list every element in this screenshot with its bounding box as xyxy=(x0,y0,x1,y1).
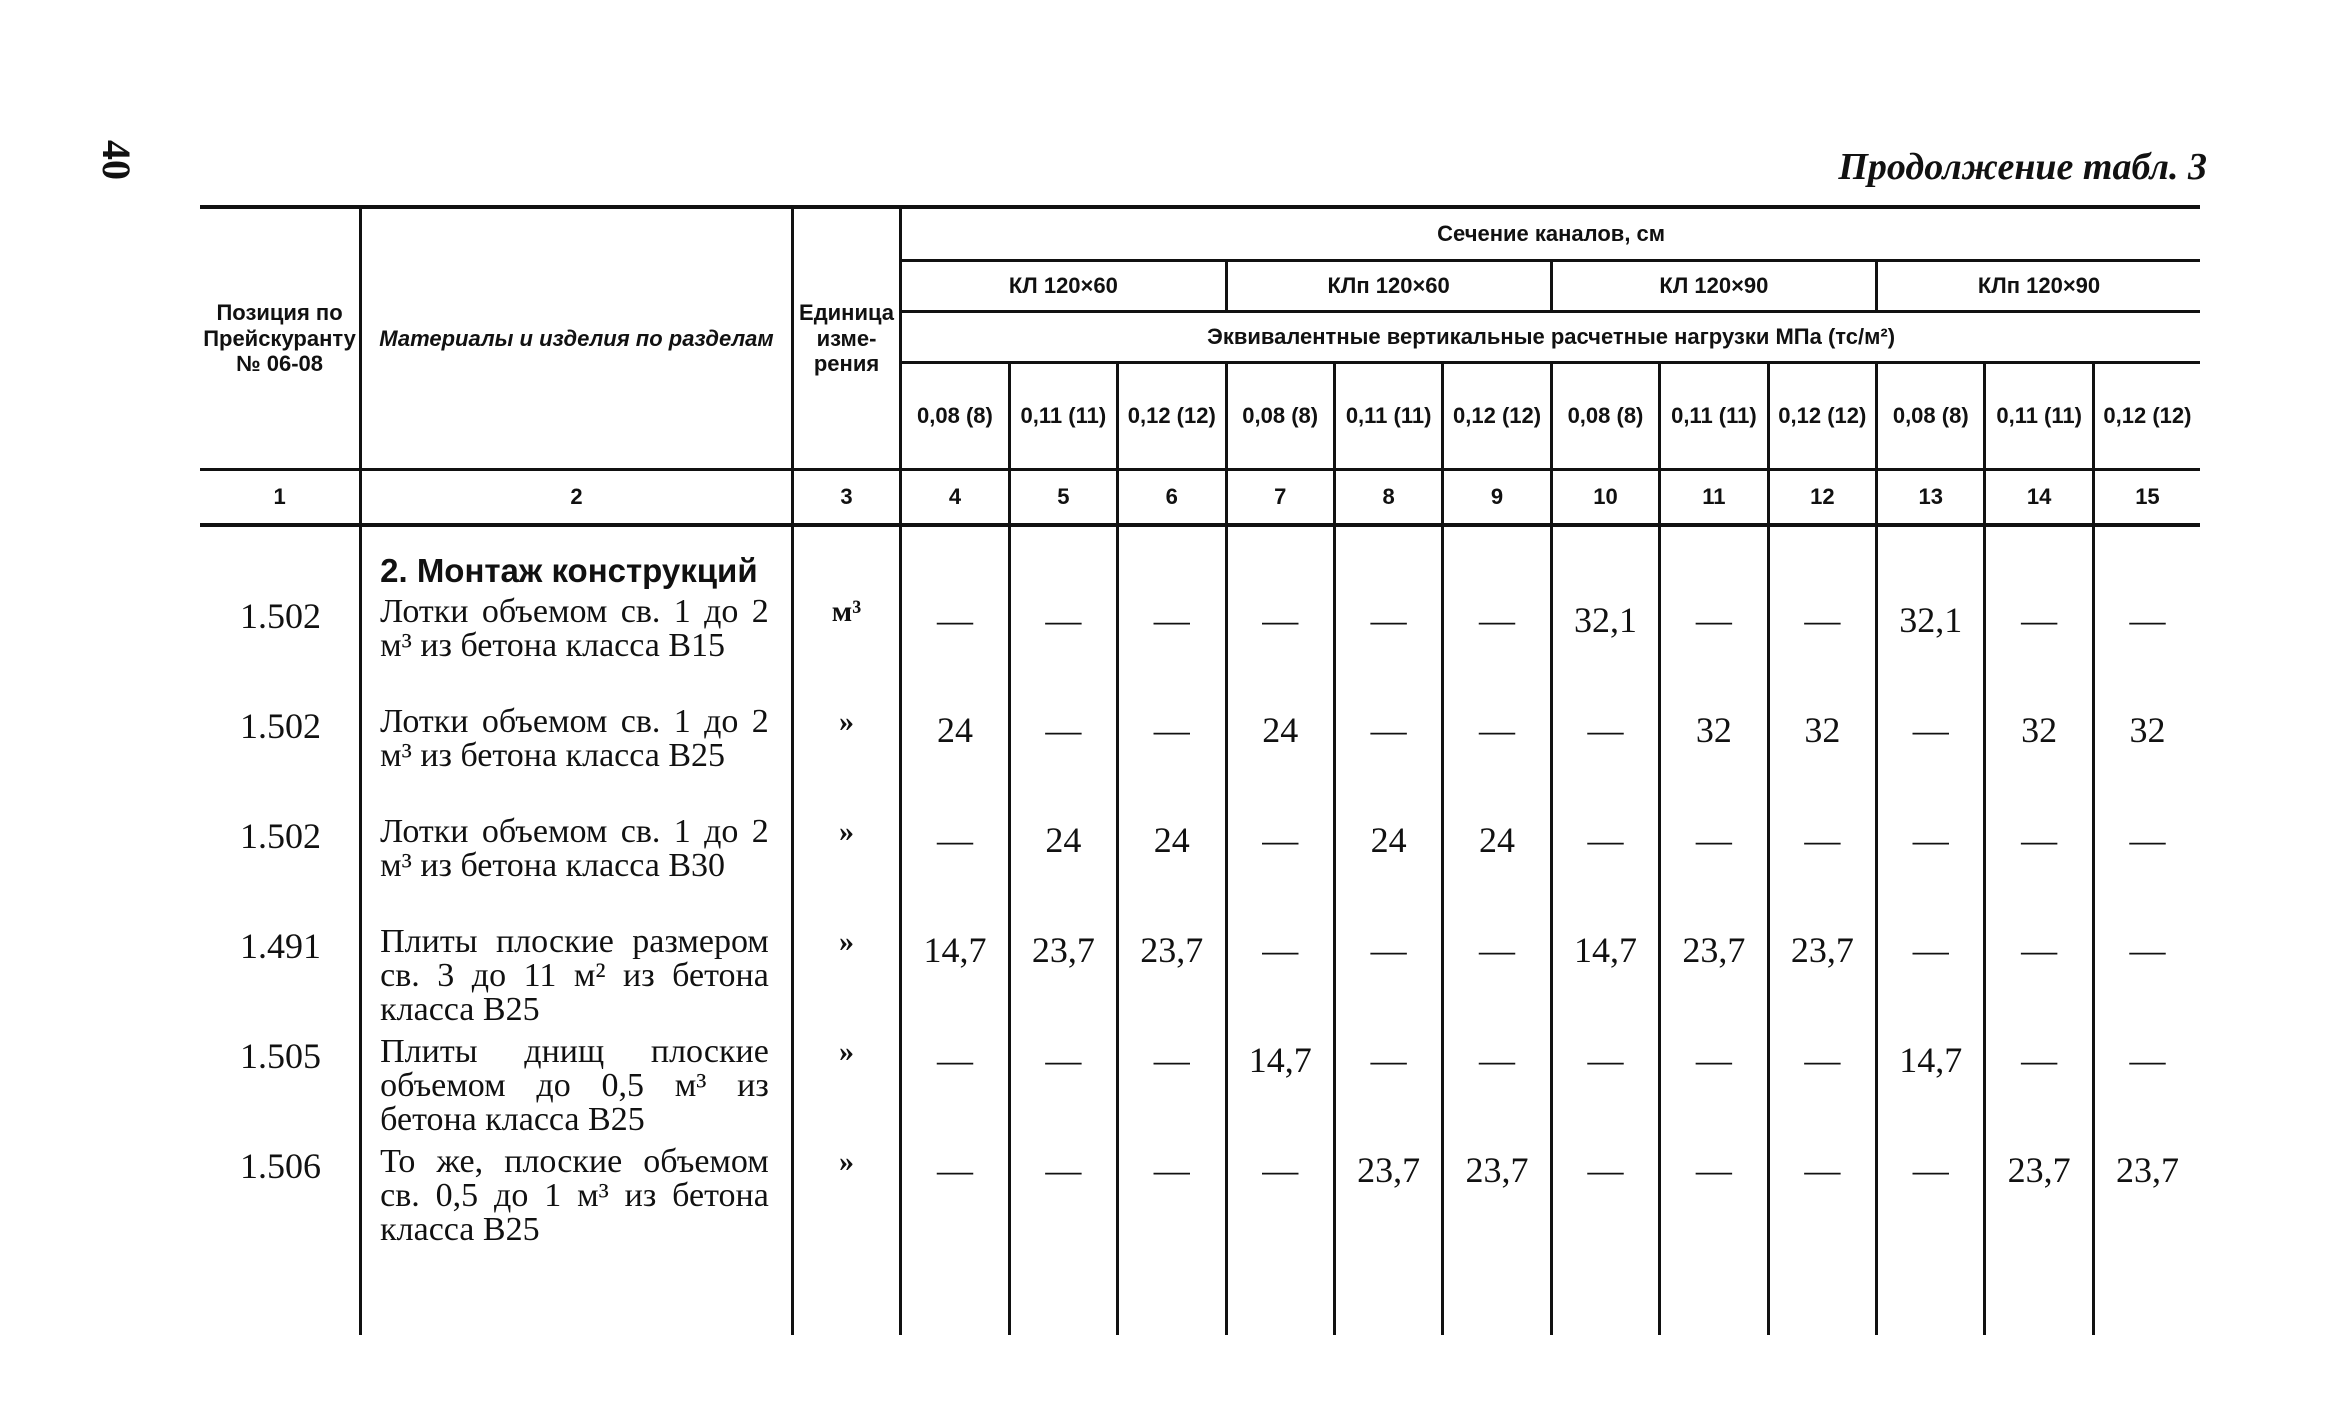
row-value: 24 xyxy=(1009,815,1117,925)
row-value: 14,7 xyxy=(1226,1035,1334,1145)
row-value: 32,1 xyxy=(1551,595,1659,705)
row-value: — xyxy=(2093,925,2200,1035)
column-index: 2 xyxy=(361,470,793,526)
row-value: — xyxy=(1226,1145,1334,1255)
header-group: КЛ 120×90 xyxy=(1551,261,1876,312)
row-material: Лотки объемом св. 1 до 2 м³ из бетона класса В25 xyxy=(361,705,793,815)
column-index: 14 xyxy=(1985,470,2093,526)
header-load-value: 0,08 (8) xyxy=(1226,363,1334,470)
column-index: 15 xyxy=(2093,470,2200,526)
row-value: — xyxy=(1443,595,1551,705)
row-value: 24 xyxy=(1118,815,1226,925)
row-value: 23,7 xyxy=(1443,1145,1551,1255)
column-index: 11 xyxy=(1660,470,1768,526)
row-position: 1.502 xyxy=(200,705,361,815)
row-material: То же, плоские объемом св. 0,5 до 1 м³ из бетона класса В25 xyxy=(361,1145,793,1255)
row-value: — xyxy=(1334,925,1442,1035)
row-value: — xyxy=(1551,815,1659,925)
row-value: — xyxy=(1985,815,2093,925)
row-value: — xyxy=(1877,925,1985,1035)
row-value: — xyxy=(1443,1035,1551,1145)
column-index: 9 xyxy=(1443,470,1551,526)
row-value: — xyxy=(1443,705,1551,815)
data-table-container xyxy=(200,205,2200,1335)
row-unit: м³ xyxy=(792,595,900,705)
row-value: 23,7 xyxy=(1334,1145,1442,1255)
row-value: — xyxy=(1660,595,1768,705)
row-value: — xyxy=(1985,1035,2093,1145)
row-material: Лотки объемом св. 1 до 2 м³ из бетона класса В30 xyxy=(361,815,793,925)
row-value: 32 xyxy=(1660,705,1768,815)
header-load-value: 0,11 (11) xyxy=(1334,363,1442,470)
row-value: — xyxy=(1118,1035,1226,1145)
row-value: — xyxy=(1443,925,1551,1035)
table-continuation-caption: Продолжение табл. 3 xyxy=(1838,146,2207,188)
row-value: — xyxy=(1118,705,1226,815)
row-value: — xyxy=(1660,815,1768,925)
row-material: Плиты плоские размером св. 3 до 11 м² из бетона класса В25 xyxy=(361,925,793,1035)
row-value: — xyxy=(1768,1035,1876,1145)
header-load-value: 0,12 (12) xyxy=(1768,363,1876,470)
row-value: — xyxy=(1985,925,2093,1035)
row-position: 1.505 xyxy=(200,1035,361,1145)
row-value: — xyxy=(1334,1035,1442,1145)
row-value: 14,7 xyxy=(901,925,1009,1035)
column-index: 6 xyxy=(1118,470,1226,526)
header-load-value: 0,11 (11) xyxy=(1985,363,2093,470)
row-value: — xyxy=(1768,815,1876,925)
header-group: КЛп 120×90 xyxy=(1877,261,2200,312)
row-material: Лотки объемом св. 1 до 2 м³ из бетона класса В15 xyxy=(361,595,793,705)
row-value: — xyxy=(901,1145,1009,1255)
row-unit: » xyxy=(792,1145,900,1255)
row-value: — xyxy=(1551,1035,1659,1145)
row-unit: » xyxy=(792,705,900,815)
row-material: Плиты днищ плоские объемом до 0,5 м³ из бетона класса В25 xyxy=(361,1035,793,1145)
header-group: КЛ 120×60 xyxy=(901,261,1226,312)
row-value: 32 xyxy=(1985,705,2093,815)
row-value: — xyxy=(1009,705,1117,815)
header-load-value: 0,11 (11) xyxy=(1009,363,1117,470)
row-value: 24 xyxy=(1226,705,1334,815)
row-value: — xyxy=(1877,1145,1985,1255)
row-value: — xyxy=(1118,595,1226,705)
table-row xyxy=(200,705,2200,815)
table-row xyxy=(200,815,2200,925)
row-value: — xyxy=(1226,595,1334,705)
row-value: — xyxy=(1768,1145,1876,1255)
column-index: 3 xyxy=(792,470,900,526)
row-value: — xyxy=(1009,1145,1117,1255)
row-unit: » xyxy=(792,1035,900,1145)
row-value: — xyxy=(1877,815,1985,925)
row-value: — xyxy=(1768,595,1876,705)
row-position: 1.491 xyxy=(200,925,361,1035)
row-unit: » xyxy=(792,815,900,925)
row-value: — xyxy=(1334,705,1442,815)
table-row xyxy=(200,1145,2200,1255)
row-value: — xyxy=(1118,1145,1226,1255)
row-value: 23,7 xyxy=(2093,1145,2200,1255)
row-value: — xyxy=(1334,595,1442,705)
header-load-value: 0,08 (8) xyxy=(1877,363,1985,470)
row-value: — xyxy=(901,1035,1009,1145)
header-load-value: 0,11 (11) xyxy=(1660,363,1768,470)
row-value: — xyxy=(1226,815,1334,925)
row-value: — xyxy=(1226,925,1334,1035)
row-value: 32,1 xyxy=(1877,595,1985,705)
section-title: 2. Монтаж конструкций xyxy=(380,552,758,589)
header-loads-title: Эквивалентные вертикальные расчетные нагрузки МПа (тс/м²) xyxy=(901,312,2200,363)
header-load-value: 0,08 (8) xyxy=(901,363,1009,470)
table-row xyxy=(200,595,2200,705)
row-value: 23,7 xyxy=(1009,925,1117,1035)
row-value: 32 xyxy=(2093,705,2200,815)
column-index: 5 xyxy=(1009,470,1117,526)
row-position: 1.502 xyxy=(200,815,361,925)
row-value: — xyxy=(1551,1145,1659,1255)
row-value: 14,7 xyxy=(1877,1035,1985,1145)
header-materials: Материалы и изделия по разделам xyxy=(361,207,793,470)
row-value: — xyxy=(1551,705,1659,815)
column-index: 8 xyxy=(1334,470,1442,526)
row-value: — xyxy=(1660,1035,1768,1145)
row-value: 24 xyxy=(1334,815,1442,925)
row-value: — xyxy=(1985,595,2093,705)
row-value: 24 xyxy=(901,705,1009,815)
row-position: 1.506 xyxy=(200,1145,361,1255)
page-number: 40 xyxy=(94,140,139,180)
column-index: 13 xyxy=(1877,470,1985,526)
header-unit: Единица измерения xyxy=(792,207,900,470)
table-row xyxy=(200,1035,2200,1145)
row-value: — xyxy=(1660,1145,1768,1255)
column-index: 1 xyxy=(200,470,361,526)
header-section: Сечение каналов, см xyxy=(901,207,2200,261)
row-value: 32 xyxy=(1768,705,1876,815)
row-value: 23,7 xyxy=(1985,1145,2093,1255)
row-value: — xyxy=(901,815,1009,925)
row-unit: » xyxy=(792,925,900,1035)
header-load-value: 0,12 (12) xyxy=(2093,363,2200,470)
row-value: 23,7 xyxy=(1768,925,1876,1035)
row-value: — xyxy=(2093,1035,2200,1145)
row-value: — xyxy=(1009,1035,1117,1145)
row-value: 24 xyxy=(1443,815,1551,925)
column-index: 7 xyxy=(1226,470,1334,526)
row-value: 23,7 xyxy=(1118,925,1226,1035)
row-value: — xyxy=(1877,705,1985,815)
column-index: 4 xyxy=(901,470,1009,526)
header-position: Позиция по Прейскуранту № 06-08 xyxy=(200,207,361,470)
data-table xyxy=(200,205,2200,1335)
column-index: 12 xyxy=(1768,470,1876,526)
row-value: — xyxy=(901,595,1009,705)
header-load-value: 0,12 (12) xyxy=(1118,363,1226,470)
table-row xyxy=(200,925,2200,1035)
row-value: — xyxy=(2093,815,2200,925)
header-load-value: 0,12 (12) xyxy=(1443,363,1551,470)
row-value: — xyxy=(1009,595,1117,705)
row-value: 23,7 xyxy=(1660,925,1768,1035)
header-load-value: 0,08 (8) xyxy=(1551,363,1659,470)
header-group: КЛп 120×60 xyxy=(1226,261,1551,312)
row-value: 14,7 xyxy=(1551,925,1659,1035)
column-index: 10 xyxy=(1551,470,1659,526)
row-value: — xyxy=(2093,595,2200,705)
row-position: 1.502 xyxy=(200,595,361,705)
